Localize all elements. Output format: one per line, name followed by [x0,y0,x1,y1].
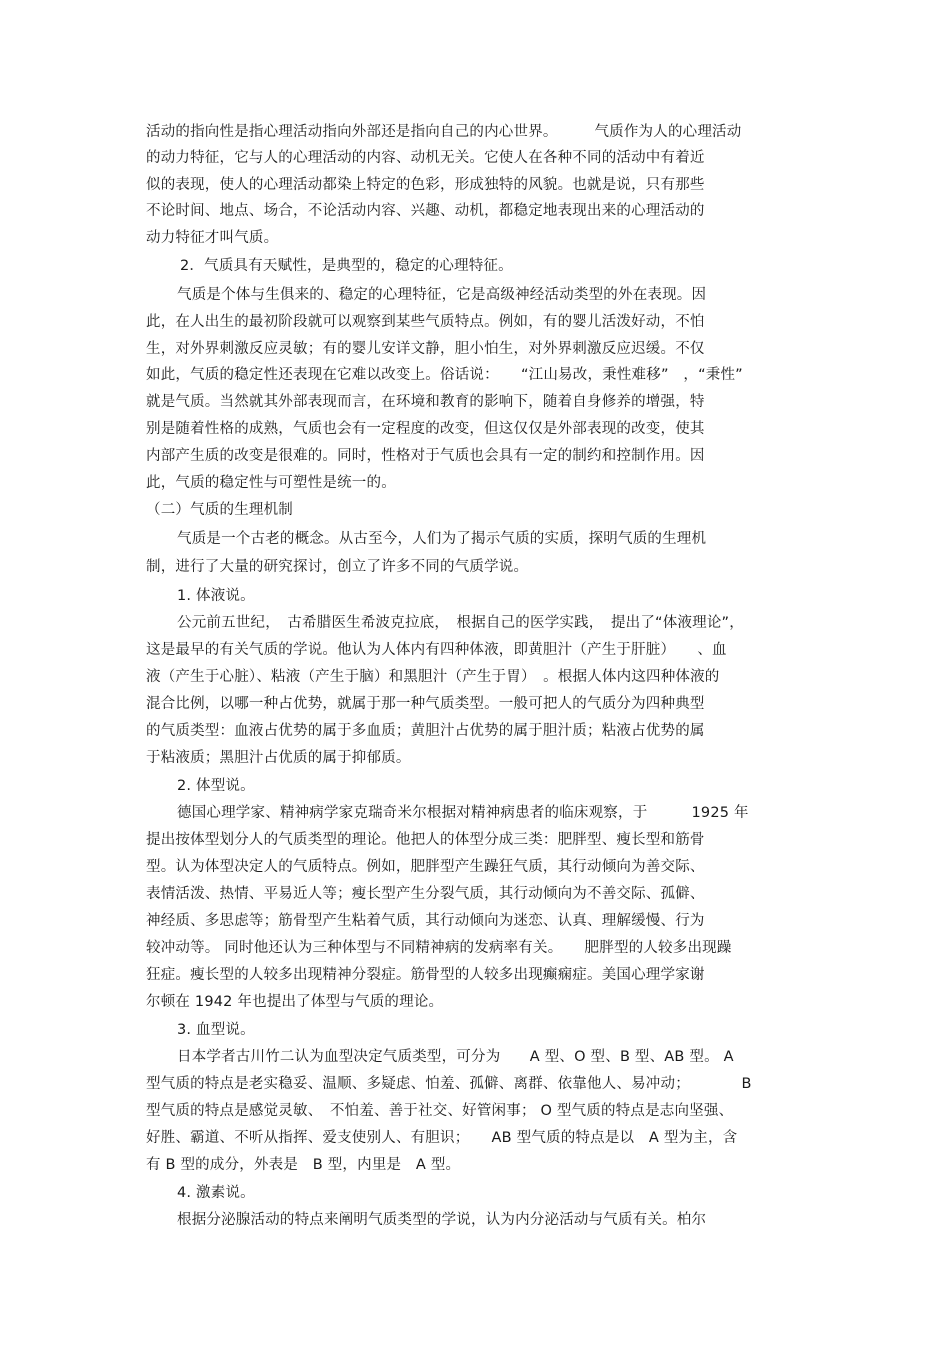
text-line: 的气质类型：血液占优势的属于多血质；黄胆汁占优势的属于胆汁质；粘液占优势的属 [146,723,705,739]
text-line: 尔顿在 1942 年也提出了体型与气质的理论。 [146,994,444,1010]
item-heading: 1. 体液说。 [177,588,255,604]
text-line: 此，气质的稳定性与可塑性是统一的。 [146,475,396,491]
text-line: 德国心理学家、精神病学家克瑞奇米尔根据对精神病患者的临床观察，于 1925 年 [177,805,749,821]
text-line: 活动的指向性是指心理活动指向外部还是指向自己的内心世界。 气质作为人的心理活动 [146,124,742,140]
text-line: 公元前五世纪， 古希腊医生希波克拉底， 根据自己的医学实践， 提出了“体液理论”， [177,615,744,631]
text-line: 好胜、霸道、不听从指挥、爱支使别人、有胆识； AB 型气质的特点是以 A 型为主，含 [146,1130,738,1146]
text-line: 此，在人出生的最初阶段就可以观察到某些气质特点。例如，有的婴儿活泼好动，不怕 [146,314,705,330]
item-heading: 4. 激素说。 [177,1185,255,1201]
text-line: 混合比例，以哪一种占优势，就属于那一种气质类型。一般可把人的气质分为四种典型 [146,696,705,712]
text-line: 较冲动等。 同时他还认为三种体型与不同精神病的发病率有关。 肥胖型的人较多出现躁 [146,940,732,956]
text-line: 这是最早的有关气质的学说。他认为人体内有四种体液，即黄胆汁（产生于肝脏） 、血 [146,642,727,658]
text-line: 别是随着性格的成熟，气质也会有一定程度的改变，但这仅仅是外部表现的改变，使其 [146,421,705,437]
text-line: 狂症。瘦长型的人较多出现精神分裂症。筋骨型的人较多出现癫痫症。美国心理学家谢 [146,967,705,983]
text-line: 型。认为体型决定人的气质特点。例如，肥胖型产生躁狂气质，其行动倾向为善交际、 [146,859,705,875]
text-line: 神经质、多思虑等；筋骨型产生粘着气质，其行动倾向为迷恋、认真、理解缓慢、行为 [146,913,705,929]
text-line: 气质是一个古老的概念。从古至今，人们为了揭示气质的实质，探明气质的生理机 [177,531,707,547]
text-line: 如此，气质的稳定性还表现在它难以改变上。俗话说： “江山易改，秉性难移” ，“秉性” [146,367,743,383]
text-line: 表情活泼、热情、平易近人等；瘦长型产生分裂气质，其行动倾向为不善交际、孤僻、 [146,886,705,902]
text-line: 型气质的特点是老实稳妥、温顺、多疑虑、怕羞、孤僻、离群、依靠他人、易冲动； B [146,1076,752,1092]
text-line: 动力特征才叫气质。 [146,230,279,246]
text-line: 有 B 型的成分，外表是 B 型，内里是 A 型。 [146,1157,461,1173]
text-line: 于粘液质；黑胆汁占优质的属于抑郁质。 [146,750,411,766]
subsection-heading: （二）气质的生理机制 [146,502,293,518]
text-line: 液（产生于心脏）、粘液（产生于脑）和黑胆汁（产生于胃） 。根据人体内这四种体液的 [146,669,720,685]
item-heading: 2. 体型说。 [177,778,255,794]
text-line: 内部产生质的改变是很难的。同时，性格对于气质也会具有一定的制约和控制作用。因 [146,448,705,464]
text-line: 就是气质。当然就其外部表现而言，在环境和教育的影响下，随着自身修养的增强，特 [146,394,705,410]
text-line: 不论时间、地点、场合，不论活动内容、兴趣、动机，都稳定地表现出来的心理活动的 [146,203,705,219]
text-line: 日本学者古川竹二认为血型决定气质类型，可分为 A 型、O 型、B 型、AB 型。 A [177,1049,734,1065]
text-line: 根据分泌腺活动的特点来阐明气质类型的学说，认为内分泌活动与气质有关。柏尔 [177,1212,707,1228]
text-line: 提出按体型划分人的气质类型的理论。他把人的体型分成三类：肥胖型、瘦长型和筋骨 [146,832,705,848]
text-line: 气质是个体与生俱来的、稳定的心理特征，它是高级神经活动类型的外在表现。因 [177,287,707,303]
text-line: 制，进行了大量的研究探讨，创立了许多不同的气质学说。 [146,559,529,575]
text-line: 型气质的特点是感觉灵敏、 不怕羞、善于社交、好管闲事； O 型气质的特点是志向坚强、 [146,1103,734,1119]
item-heading: 3. 血型说。 [177,1022,255,1038]
section-heading: 2．气质具有天赋性，是典型的，稳定的心理特征。 [180,258,513,274]
text-line: 生，对外界刺激反应灵敏；有的婴儿安详文静，胆小怕生，对外界刺激反应迟缓。不仅 [146,341,705,357]
text-line: 的动力特征，它与人的心理活动的内容、动机无关。它使人在各种不同的活动中有着近 [146,150,705,166]
text-line: 似的表现，使人的心理活动都染上特定的色彩，形成独特的风貌。也就是说，只有那些 [146,177,705,193]
